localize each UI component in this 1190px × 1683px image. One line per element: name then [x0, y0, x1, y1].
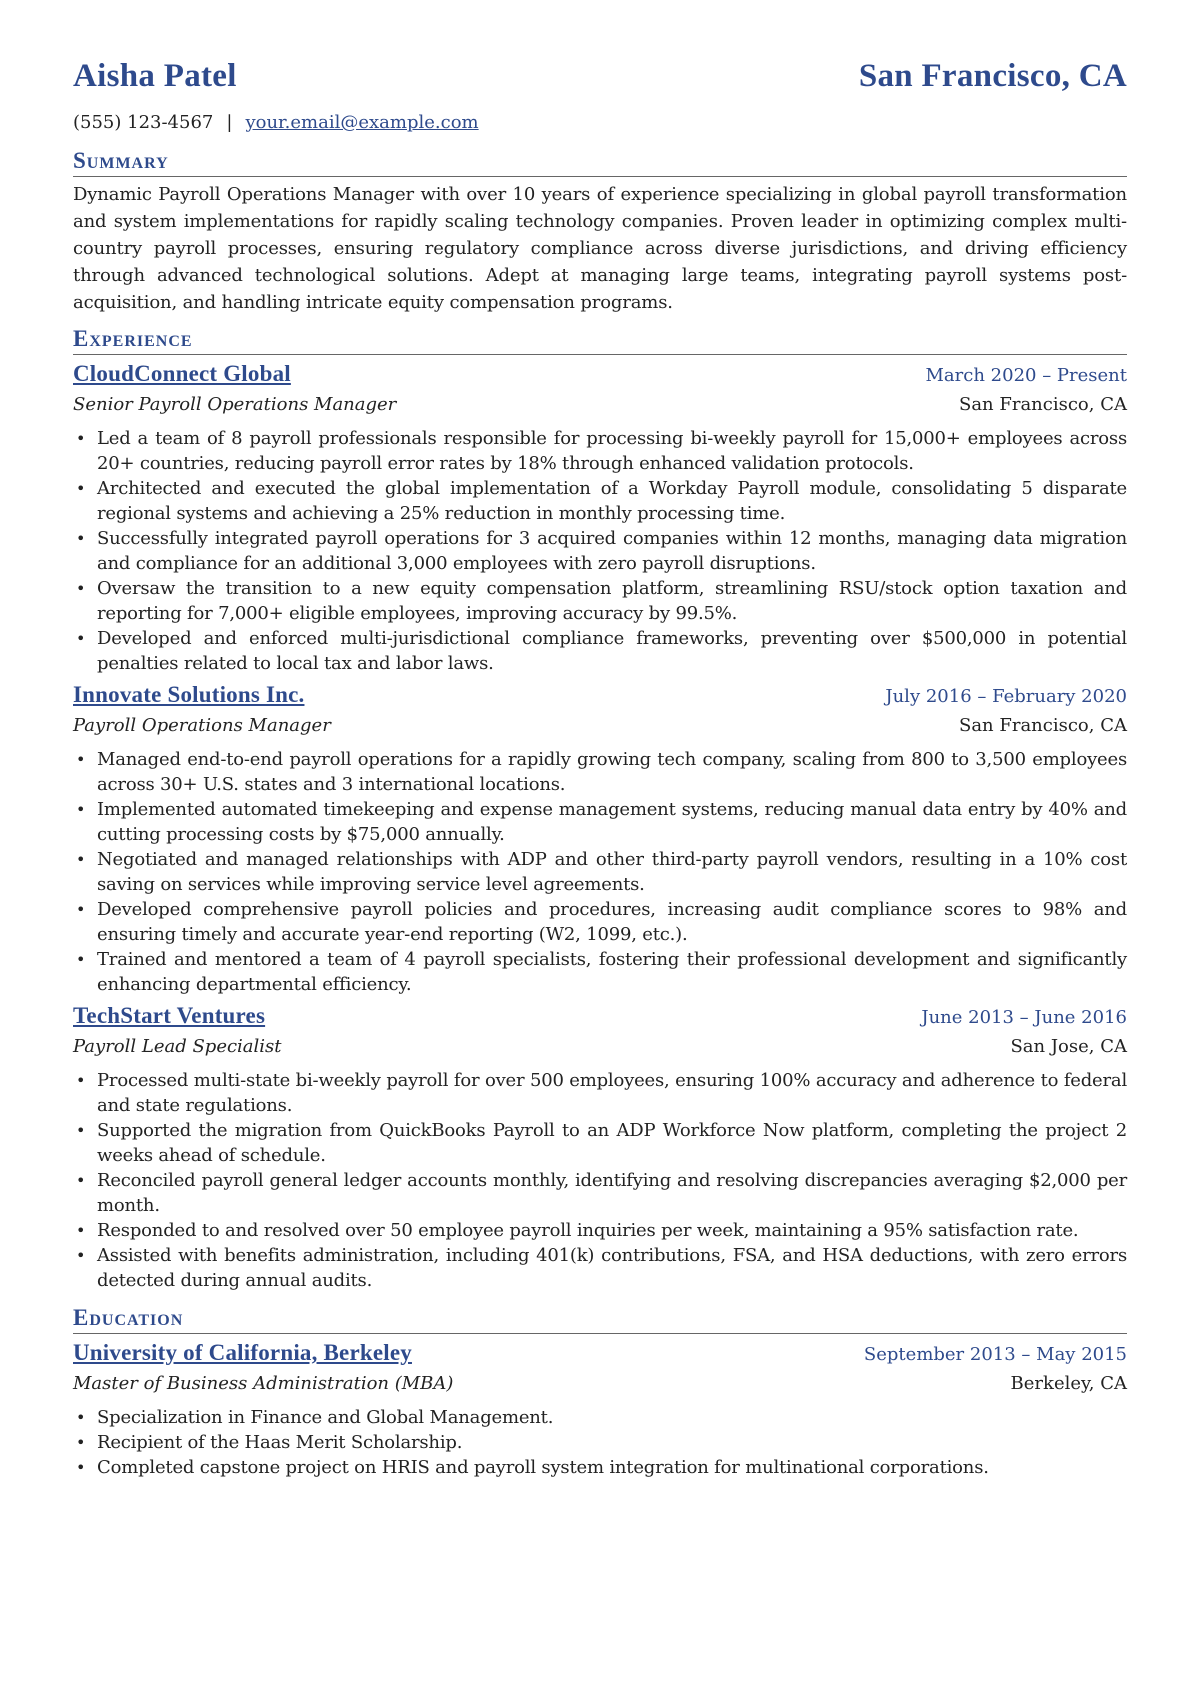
achievement-item: • Supported the migration from QuickBooks Payroll to an ADP Workforce Now platform, completing the project 2 weeks ahead of schedule.: [97, 1118, 1127, 1168]
highlight-item: • Recipient of the Haas Merit Scholarship.: [97, 1430, 1127, 1455]
achievement-item: • Negotiated and managed relationships with ADP and other third-party payroll vendors, resulting in a 10% cost saving on services while improving service level agreements.: [97, 847, 1127, 897]
job-location: San Francisco, CA: [958, 715, 1127, 736]
email-link[interactable]: your.email@example.com: [245, 112, 479, 133]
contact-line: [73, 110, 1127, 136]
highlight-item: • Completed capstone project on HRIS and payroll system integration for multinational corporations.: [97, 1455, 1127, 1480]
degree-title: Master of Business Administration (MBA): [73, 1373, 454, 1394]
employment-dates: July 2016 – February 2020: [885, 686, 1127, 707]
experience-entry: [73, 680, 1127, 997]
education-entry: [73, 1338, 1127, 1480]
employer-link[interactable]: TechStart Ventures: [73, 1003, 266, 1028]
achievement-item: • Processed multi-state bi-weekly payroll for over 500 employees, ensuring 100% accuracy and adherence to federal and state regulations.: [97, 1068, 1127, 1118]
education-highlights: [73, 1405, 1127, 1480]
education-dates: September 2013 – May 2015: [863, 1344, 1127, 1365]
job-location: San Francisco, CA: [958, 394, 1127, 415]
experience-heading: Experience: [73, 324, 1127, 355]
achievement-item: • Reconciled payroll general ledger accounts monthly, identifying and resolving discrepancies averaging $2,000 per month.: [97, 1168, 1127, 1218]
job-title: Payroll Operations Manager: [73, 715, 331, 736]
achievement-item: • Developed comprehensive payroll policies and procedures, increasing audit compliance scores to 98% and ensuring timely and accurate year-end reporting (W2, 1099, etc.).: [97, 897, 1127, 947]
achievement-list: [73, 426, 1127, 676]
highlight-item: • Specialization in Finance and Global Management.: [97, 1405, 1127, 1430]
experience-entry: [73, 1001, 1127, 1293]
experience-entry: [73, 359, 1127, 676]
school-location: Berkeley, CA: [1010, 1373, 1127, 1394]
achievement-item: • Oversaw the transition to a new equity compensation platform, streamlining RSU/stock option taxation and reporting for 7,000+ eligible employees, improving accuracy by 99.5%.: [97, 576, 1127, 626]
achievement-item: • Developed and enforced multi-jurisdictional compliance frameworks, preventing over $500,000 in potential penalties related to local tax and labor laws.: [97, 626, 1127, 676]
job-title: Senior Payroll Operations Manager: [73, 394, 397, 415]
employer-link[interactable]: Innovate Solutions Inc.: [73, 682, 305, 707]
employer-link[interactable]: CloudConnect Global: [73, 361, 291, 386]
education-heading: Education: [73, 1303, 1127, 1334]
achievement-item: • Architected and executed the global implementation of a Workday Payroll module, consolidating 5 disparate regional systems and achieving a 25% reduction in monthly processing time.: [97, 476, 1127, 526]
achievement-list: [73, 747, 1127, 997]
achievement-item: • Led a team of 8 payroll professionals responsible for processing bi-weekly payroll for 15,000+ employees across 20+ countries, reducing payroll error rates by 18% through enhanced validation protocols.: [97, 426, 1127, 476]
resume-header: [73, 58, 1127, 106]
resume-page: [73, 58, 1127, 1480]
phone-number: (555) 123-4567: [73, 112, 214, 133]
employment-dates: June 2013 – June 2016: [921, 1007, 1127, 1028]
contact-separator: |: [226, 112, 233, 133]
achievement-item: • Trained and mentored a team of 4 payroll specialists, fostering their professional development and significantly enhancing departmental efficiency.: [97, 947, 1127, 997]
achievement-item: • Responded to and resolved over 50 employee payroll inquiries per week, maintaining a 95% satisfaction rate.: [97, 1218, 1127, 1243]
candidate-name: Aisha Patel: [73, 58, 237, 94]
achievement-item: • Managed end-to-end payroll operations for a rapidly growing tech company, scaling from 800 to 3,500 employees across 30+ U.S. states and 3 international locations.: [97, 747, 1127, 797]
achievement-item: • Successfully integrated payroll operations for 3 acquired companies within 12 months, managing data migration and compliance for an additional 3,000 employees with zero payroll disruptions.: [97, 526, 1127, 576]
header-location: San Francisco, CA: [858, 58, 1127, 94]
summary-text: Dynamic Payroll Operations Manager with over 10 years of experience specializing in global payroll transformation and system implementations for rapidly scaling technology companies. Proven leader in optimizing complex multi-country payroll processes, ensuring regulatory compliance across diverse jurisdictions, and driving efficiency through advanced technological solutions. Adept at managing large teams, integrating payroll systems post-acquisition, and handling intricate equity compensation programs.: [73, 184, 1127, 313]
achievement-list: [73, 1068, 1127, 1293]
school-link[interactable]: University of California, Berkeley: [73, 1340, 412, 1365]
achievement-item: • Implemented automated timekeeping and expense management systems, reducing manual data entry by 40% and cutting processing costs by $75,000 annually.: [97, 797, 1127, 847]
achievement-item: • Assisted with benefits administration, including 401(k) contributions, FSA, and HSA deductions, with zero errors detected during annual audits.: [97, 1243, 1127, 1293]
employment-dates: March 2020 – Present: [925, 365, 1127, 386]
job-title: Payroll Lead Specialist: [73, 1036, 282, 1057]
job-location: San Jose, CA: [1010, 1036, 1127, 1057]
summary-heading: Summary: [73, 146, 1127, 177]
